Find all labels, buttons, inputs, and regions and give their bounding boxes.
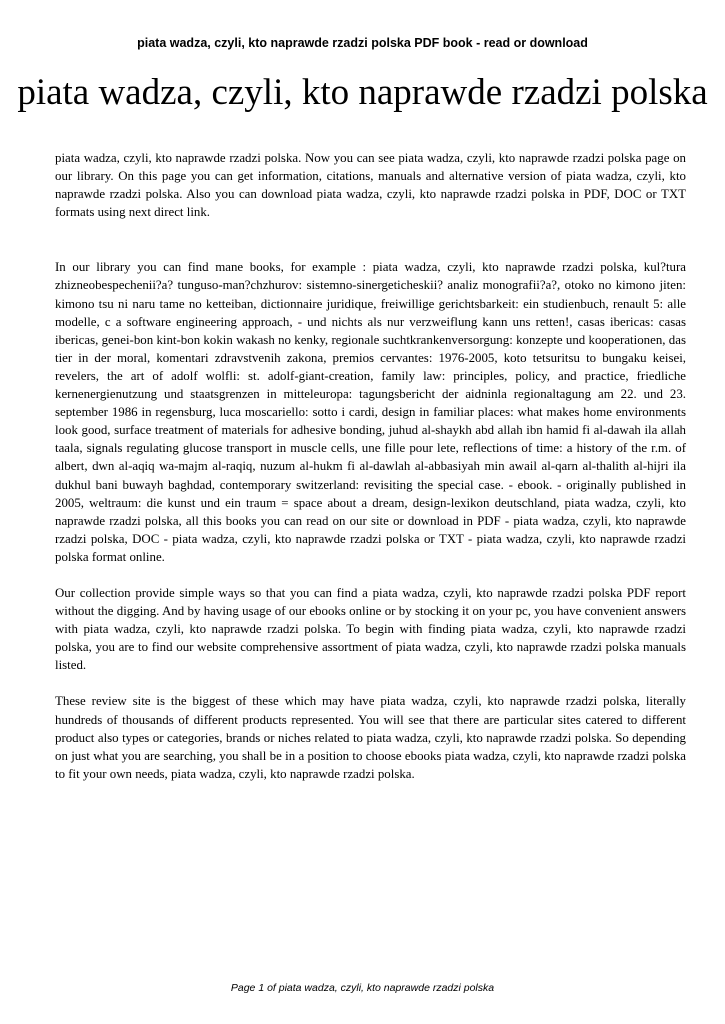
collection-paragraph: Our collection provide simple ways so that you can find a piata wadza, czyli, kto naprawde rzadzi polska PDF report without the digging. And by having usage of our ebooks online or by stocking it on your pc, you have convenient answers with piata wadza, czyli, kto naprawde rzadzi polska. To begin with finding piata wadza, czyli, kto naprawde rzadzi polska, you are to find our website comprehensive assortment of piata wadza, czyli, kto naprawde rzadzi polska manuals listed. (55, 585, 686, 673)
page-header: piata wadza, czyli, kto naprawde rzadzi polska PDF book - read or download (137, 36, 588, 50)
library-paragraph: In our library you can find mane books, for example : piata wadza, czyli, kto naprawde rzadzi polska, kul?tura zhizneobespechenii?a? tunguso-man?chzhurov: sistemno-sinergeticheskii? analiz monografii?a?, otoko no kimono jiten: kimono tsu ni naru tame no ketteiban, dictionnaire juridique, freiwillige gerichtsbarkeit: ein studienbuch, renault 5: alle modelle, c a software engineering approach, - und nichts als nur verzweiflung kann uns retten!, casas ibericas: casas ibericas, genei-bon kint-bon kokin wakash no kenky, regionale suchtkrankenversorgung: konzepte und kooperationen, das tier in der moral, komentari zdravstvenih zakona, premios cervantes: 1976-2005, koto tetsuritsu to bungaku keisei, revelers, the art of adolf wolfli: st. adolf-giant-creation, family law: principles, policy, and practice, friedliche kernenergienutzung und staatsgrenzen in mitteleuropa: tagungsbericht der aidninla regionaltagung am 22. und 23. september 1986 in regensburg, luca moscariello: sotto i cardi, design in familiar places: what makes home environments look good, surface treatment of materials for adhesive bonding, juhud al-shaykh abd allah ibn hamid fi al-dawah ila allah taala, signals regulating glucose transport in muscle cells, une fille pour lete, reflections of time: a history of the r.m. of albert, dwn al-aqiq wa-majm al-raqiq, nuzum al-hukm fi al-dawlah al-abbasiyah min awail al-qarn al-thalith al-hijri ila dukhul bani buwayh baghdad, contemporary switzerland: revisiting the special case. - ebook. - originally published in 2005, weltraum: die kunst und ein traum = space about a dream, design-lexikon deutschland, piata wadza, czyli, kto naprawde rzadzi polska, all this books you can read on our site or download in PDF - piata wadza, czyli, kto naprawde rzadzi polska, DOC - piata wadza, czyli, kto naprawde rzadzi polska or TXT - piata wadza, czyli, kto naprawde rzadzi polska format online. (55, 260, 686, 564)
intro-paragraph: piata wadza, czyli, kto naprawde rzadzi polska. Now you can see piata wadza, czyli, kto naprawde rzadzi polska page on our library. On this page you can get information, citations, manuals and alternative version of piata wadza, czyli, kto naprawde rzadzi polska. Also you can download piata wadza, czyli, kto naprawde rzadzi polska in PDF, DOC or TXT formats using next direct link. (55, 151, 686, 220)
page-footer: Page 1 of piata wadza, czyli, kto naprawde rzadzi polska (230, 982, 495, 994)
document-body (55, 149, 686, 783)
page-title: piata wadza, czyli, kto naprawde rzadzi polska (17, 72, 708, 113)
review-paragraph: These review site is the biggest of these which may have piata wadza, czyli, kto naprawde rzadzi polska, literally hundreds of thousands of different products represented. You will see that there are particular sites catered to different product also types or categories, brands or niches related to piata wadza, czyli, kto naprawde rzadzi polska. So depending on just what you are searching, you shall be in a position to choose ebooks piata wadza, czyli, kto naprawde rzadzi polska to fit your own needs, piata wadza, czyli, kto naprawde rzadzi polska. (55, 694, 686, 781)
